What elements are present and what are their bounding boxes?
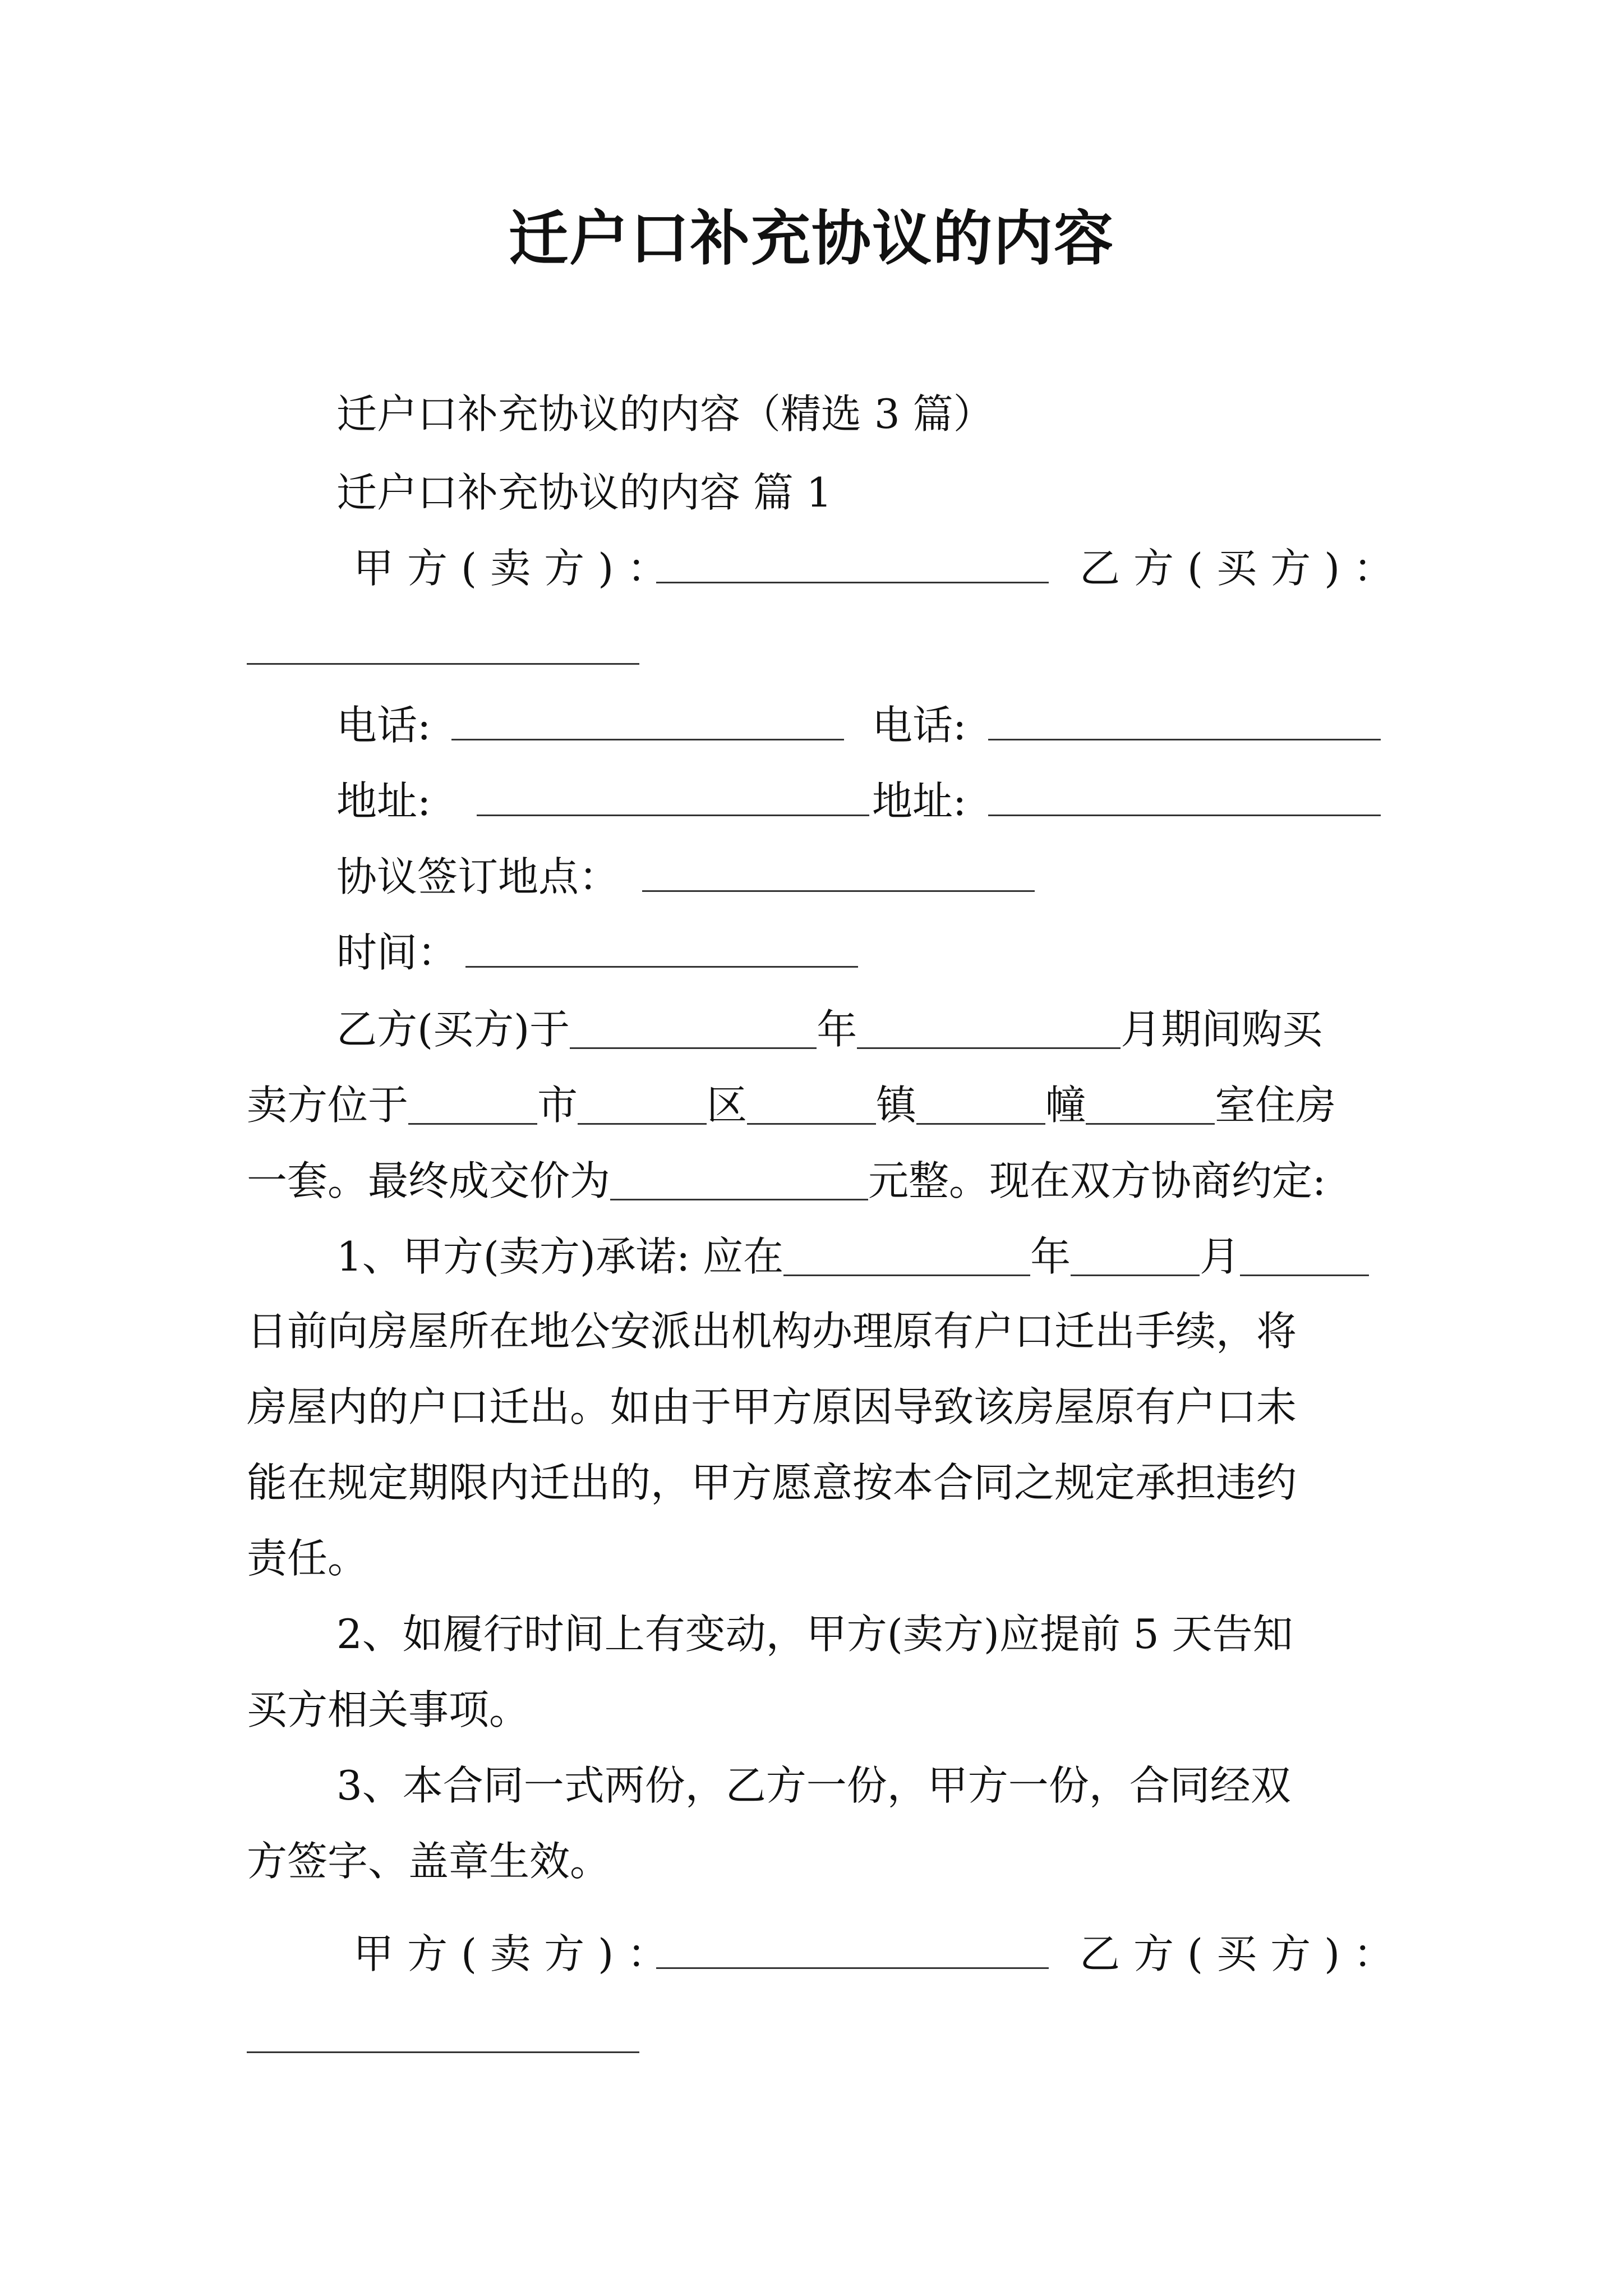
address-blank-a[interactable] [477, 774, 869, 829]
town-word: 镇 [876, 1082, 917, 1129]
room-word: 室住房 [1215, 1082, 1336, 1129]
sign-party-a-blank[interactable] [656, 1927, 1049, 1982]
city-blank[interactable] [408, 1083, 537, 1125]
document-title: 迁户口补充协议的内容 [509, 203, 1114, 273]
clause-2-line-2: 买方相关事项。 [247, 1686, 530, 1733]
sign-place-label: 协议签订地点： [336, 853, 620, 900]
year-word: 年 [817, 1006, 857, 1053]
sign-party-b-label: 乙方(买方)： [1080, 1930, 1408, 1977]
sign-party-b-blank[interactable] [247, 2011, 639, 2066]
clause-3-line-2: 方签字、盖章生效。 [247, 1838, 611, 1885]
city-word: 市 [537, 1082, 578, 1129]
price-intro: 一套。最终成交价为 [247, 1157, 611, 1204]
phone-label-a: 电话: [336, 702, 431, 749]
purchase-year-blank[interactable] [570, 1007, 817, 1049]
party-b-blank[interactable] [247, 623, 639, 678]
purchase-line-1 [336, 1001, 1322, 1056]
clause-1-line-3: 房屋内的户口迁出。如由于甲方原因导致该房屋原有户口未 [247, 1383, 1297, 1430]
sign-party-a-label: 甲方(卖方)： [353, 1930, 681, 1977]
time-label: 时间： [336, 929, 458, 976]
clause-1-intro: 1、甲方(卖方)承诺: 应在 [336, 1233, 784, 1280]
price-suffix: 元整。现在双方协商约定: [868, 1157, 1326, 1204]
address-label-a: 地址: [336, 777, 431, 825]
clause-2-line-1: 2、如履行时间上有变动，甲方(卖方)应提前 5 天告知 [336, 1611, 1293, 1658]
time-blank[interactable] [465, 926, 858, 981]
phone-blank-a[interactable] [451, 698, 844, 753]
subtitle: 迁户口补充协议的内容（精选 3 篇） [336, 390, 994, 438]
building-blank[interactable] [916, 1083, 1045, 1125]
clause-1-month-blank[interactable] [1071, 1234, 1200, 1276]
address-blank-b[interactable] [988, 774, 1381, 829]
purchase-line-3 [247, 1153, 1326, 1208]
purchase-intro: 乙方(买方)于 [336, 1006, 570, 1053]
town-blank[interactable] [747, 1083, 876, 1125]
district-blank[interactable] [578, 1083, 707, 1125]
clause-1-line-5: 责任。 [247, 1535, 368, 1582]
seller-location: 卖方位于 [247, 1082, 409, 1129]
room-blank[interactable] [1086, 1083, 1215, 1125]
clause-1-year-blank[interactable] [783, 1234, 1030, 1276]
month-period: 月期间购买 [1121, 1006, 1323, 1053]
clause-1-line-4: 能在规定期限内迁出的，甲方愿意按本合同之规定承担违约 [247, 1459, 1297, 1506]
purchase-month-blank[interactable] [857, 1007, 1121, 1049]
clause-1-year: 年 [1030, 1233, 1071, 1280]
address-label-b: 地址: [872, 777, 967, 825]
phone-blank-b[interactable] [988, 698, 1381, 753]
district-word: 区 [707, 1082, 748, 1129]
clause-1-line-1 [336, 1228, 1369, 1283]
sign-place-blank[interactable] [642, 850, 1035, 905]
clause-1-month: 月 [1200, 1233, 1241, 1280]
party-a-blank[interactable] [656, 541, 1049, 596]
clause-3-line-1: 3、本合同一式两份，乙方一份，甲方一份，合同经双 [336, 1762, 1291, 1809]
building-word: 幢 [1045, 1082, 1086, 1129]
phone-label-b: 电话: [872, 702, 967, 749]
party-b-label: 乙方(买方)： [1080, 545, 1408, 592]
price-blank[interactable] [610, 1158, 868, 1200]
section-heading: 迁户口补充协议的内容 篇 1 [336, 469, 832, 516]
clause-1-line-2: 日前向房屋所在地公安派出机构办理原有户口迁出手续，将 [247, 1308, 1297, 1355]
party-a-label: 甲方(卖方)： [353, 545, 681, 592]
purchase-line-2 [247, 1077, 1336, 1132]
clause-1-day-blank[interactable] [1240, 1234, 1369, 1276]
